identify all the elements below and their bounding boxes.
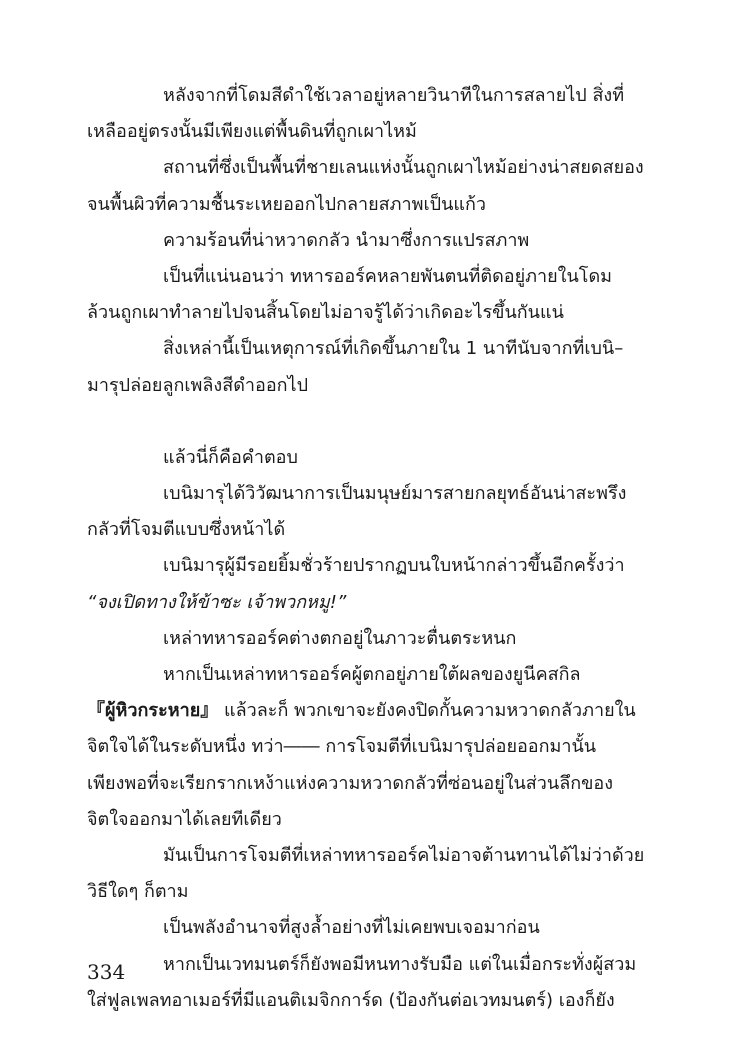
text-line: จิตใจออกมาได้เลยทีเดียว <box>87 808 282 830</box>
dialogue-line: “จงเปิดทางให้ข้าซะ เจ้าพวกหมู!” <box>87 591 347 613</box>
text-line: หากเป็นเหล่าทหารออร์คผู้ตกอยู่ภายใต้ผลของยูนีคสกิล <box>163 664 581 685</box>
text-line: แล้วนี่ก็คือคำตอบ <box>163 446 298 468</box>
text-line: ล้วนถูกเผาทำลายไปจนสิ้นโดยไม่อาจรู้ได้ว่าเกิดอะไรขึ้นกันแน่ <box>87 302 564 324</box>
text-line <box>87 693 653 729</box>
text-line: เบนิมารุผู้มีรอยยิ้มชั่วร้ายปรากฏบนใบหน้ากล่าวขึ้นอีกครั้งว่า <box>163 555 625 577</box>
text-line: เหลืออยู่ตรงนั้นมีเพียงแต่พื้นดินที่ถูกเผาไหม้ <box>87 121 417 143</box>
text-line: จิตใจได้ในระดับหนึ่ง ทว่า―― การโจมตีที่เบนิมารุปล่อยออกมานั้น <box>87 736 597 758</box>
text-line: มารุปล่อยลูกเพลิงสีดำออกไป <box>87 374 309 396</box>
text-line: เป็นที่แน่นอนว่า ทหารออร์คหลายพันตนที่ติดอยู่ภายในโดม <box>163 265 612 287</box>
text-line: หลังจากที่โดมสีดำใช้เวลาอยู่หลายวินาทีในการสลายไป สิ่งที่ <box>163 85 625 106</box>
text-line-rest: แล้วละก็ พวกเขาจะยังคงปิดกั้นความหวาดกลัวภายใน <box>218 700 636 722</box>
text-line: ความร้อนที่น่าหวาดกลัว นำมาซึ่งการแปรสภาพ <box>163 229 530 251</box>
text-line: เป็นพลังอำนาจที่สูงล้ำอย่างที่ไม่เคยพบเจอมาก่อน <box>163 917 540 939</box>
body-text <box>87 78 653 1019</box>
text-line: วิธีใดๆ ก็ตาม <box>87 881 189 903</box>
text-line: เหล่าทหารออร์คต่างตกอยู่ในภาวะตื่นตระหนก <box>163 627 517 649</box>
scene-break <box>87 404 653 440</box>
text-line: จนพื้นผิวที่ความชื้นระเหยออกไปกลายสภาพเป็นแก้ว <box>87 193 486 215</box>
text-line: เบนิมารุได้วิวัฒนาการเป็นมนุษย์มารสายกลยุทธ์อันน่าสะพรึง <box>163 483 627 505</box>
text-line: มันเป็นการโจมตีที่เหล่าทหารออร์คไม่อาจต้านทานได้ไม่ว่าด้วย <box>163 844 645 866</box>
text-line: หากเป็นเวทมนตร์ก็ยังพอมีหนทางรับมือ แต่ในเมื่อกระทั่งผู้สวม <box>163 953 637 975</box>
text-line: กลัวที่โจมตีแบบซึ่งหน้าได้ <box>87 519 286 541</box>
text-line: สถานที่ซึ่งเป็นพื้นที่ชายเลนแห่งนั้นถูกเผาไหม้อย่างน่าสยดสยอง <box>163 157 644 179</box>
page-number: 334 <box>87 960 126 984</box>
text-line: เพียงพอที่จะเรียกรากเหง้าแห่งความหวาดกลัวที่ซ่อนอยู่ในส่วนลึกของ <box>87 772 614 794</box>
skill-name: 『ผู้หิวกระหาย』 <box>87 700 219 722</box>
text-line: สิ่งเหล่านี้เป็นเหตุการณ์ที่เกิดขึ้นภายใน 1 นาทีนับจากที่เบนิ– <box>163 338 624 360</box>
text-line: ใส่ฟูลเพลทอาเมอร์ที่มีแอนติเมจิกการ์ด (ป้องกันต่อเวทมนตร์) เองก็ยัง <box>87 989 615 1011</box>
